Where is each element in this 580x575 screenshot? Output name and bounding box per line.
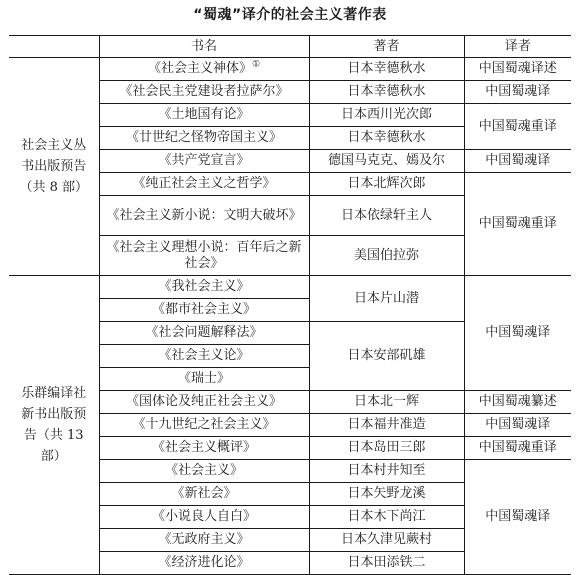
book-cell: 《经济进化论》 xyxy=(99,552,309,575)
author-cell: 日本久津见蕨村 xyxy=(309,529,464,552)
author-cell: 日本北辉次郎 xyxy=(309,173,464,196)
book-cell: 《新社会》 xyxy=(99,483,309,506)
author-cell: 日本依绿轩主人 xyxy=(309,196,464,236)
table-row xyxy=(9,58,571,81)
book-cell: 《社会民主党建设者拉萨尔》 xyxy=(99,81,309,104)
translator-cell: 中国蜀魂重译 xyxy=(464,173,571,276)
table-row xyxy=(9,276,571,299)
author-cell: 日本幸德秋水 xyxy=(309,81,464,104)
header-row xyxy=(9,36,571,58)
author-cell: 日本矢野龙溪 xyxy=(309,483,464,506)
book-cell: 《瑞士》 xyxy=(99,368,309,391)
translator-cell: 中国蜀魂重译 xyxy=(464,104,571,150)
category-cell: 社会主义丛书出版预告（共 8 部） xyxy=(9,58,99,276)
author-cell: 日本安部矶雄 xyxy=(309,322,464,391)
book-cell: 《共产党宣言》 xyxy=(99,150,309,173)
footnote-marker: ① xyxy=(251,59,261,70)
book-cell: 《社会主义神体》① xyxy=(99,58,309,81)
book-cell: 《社会主义新小说：文明大破坏》 xyxy=(99,196,309,236)
author-cell: 日本木下尚江 xyxy=(309,506,464,529)
author-cell: 日本西川光次郎 xyxy=(309,104,464,127)
translator-cell: 中国蜀魂译 xyxy=(464,81,571,104)
table-title: “蜀魂”译介的社会主义著作表 xyxy=(193,7,387,23)
book-cell: 《社会主义概评》 xyxy=(99,437,309,460)
author-cell: 美国伯拉弥 xyxy=(309,236,464,276)
book-cell: 《社会主义理想小说：百年后之新社会》 xyxy=(99,236,309,276)
author-cell: 日本岛田三郎 xyxy=(309,437,464,460)
translator-cell: 中国蜀魂译述 xyxy=(464,58,571,81)
author-cell: 德国马克克、嫣及尔 xyxy=(309,150,464,173)
book-cell: 《纯正社会主义之哲学》 xyxy=(99,173,309,196)
header-category xyxy=(9,36,99,58)
author-cell: 日本片山潜 xyxy=(309,276,464,322)
header-translator: 译者 xyxy=(464,36,571,58)
translator-cell: 中国蜀魂重译 xyxy=(464,437,571,460)
book-cell: 《我社会主义》 xyxy=(99,276,309,299)
author-cell: 日本福井准造 xyxy=(309,414,464,437)
book-cell: 《无政府主义》 xyxy=(99,529,309,552)
header-author: 著者 xyxy=(309,36,464,58)
translator-cell: 中国蜀魂译 xyxy=(464,460,571,575)
author-cell: 日本北一辉 xyxy=(309,391,464,414)
book-cell: 《十九世纪之社会主义》 xyxy=(99,414,309,437)
translator-cell: 中国蜀魂纂述 xyxy=(464,391,571,414)
book-cell: 《小说良人自白》 xyxy=(99,506,309,529)
author-cell: 日本田添铁二 xyxy=(309,552,464,575)
translator-cell: 中国蜀魂译 xyxy=(464,414,571,437)
author-cell: 日本幸德秋水 xyxy=(309,127,464,150)
translator-cell: 中国蜀魂译 xyxy=(464,276,571,391)
book-cell: 《廿世纪之怪物帝国主义》 xyxy=(99,127,309,150)
category-cell: 乐群编译社新书出版预告（共 13 部） xyxy=(21,386,87,464)
translator-cell: 中国蜀魂译 xyxy=(464,150,571,173)
works-table xyxy=(9,35,571,575)
book-cell: 《社会主义》 xyxy=(99,460,309,483)
book-cell: 《社会问题解释法》 xyxy=(99,322,309,345)
book-cell: 《都市社会主义》 xyxy=(99,299,309,322)
book-cell: 《土地国有论》 xyxy=(99,104,309,127)
author-cell: 日本幸德秋水 xyxy=(309,58,464,81)
book-cell: 《社会主义论》 xyxy=(99,345,309,368)
header-book: 书名 xyxy=(99,36,309,58)
book-cell: 《国体论及纯正社会主义》 xyxy=(99,391,309,414)
author-cell: 日本村井知至 xyxy=(309,460,464,483)
